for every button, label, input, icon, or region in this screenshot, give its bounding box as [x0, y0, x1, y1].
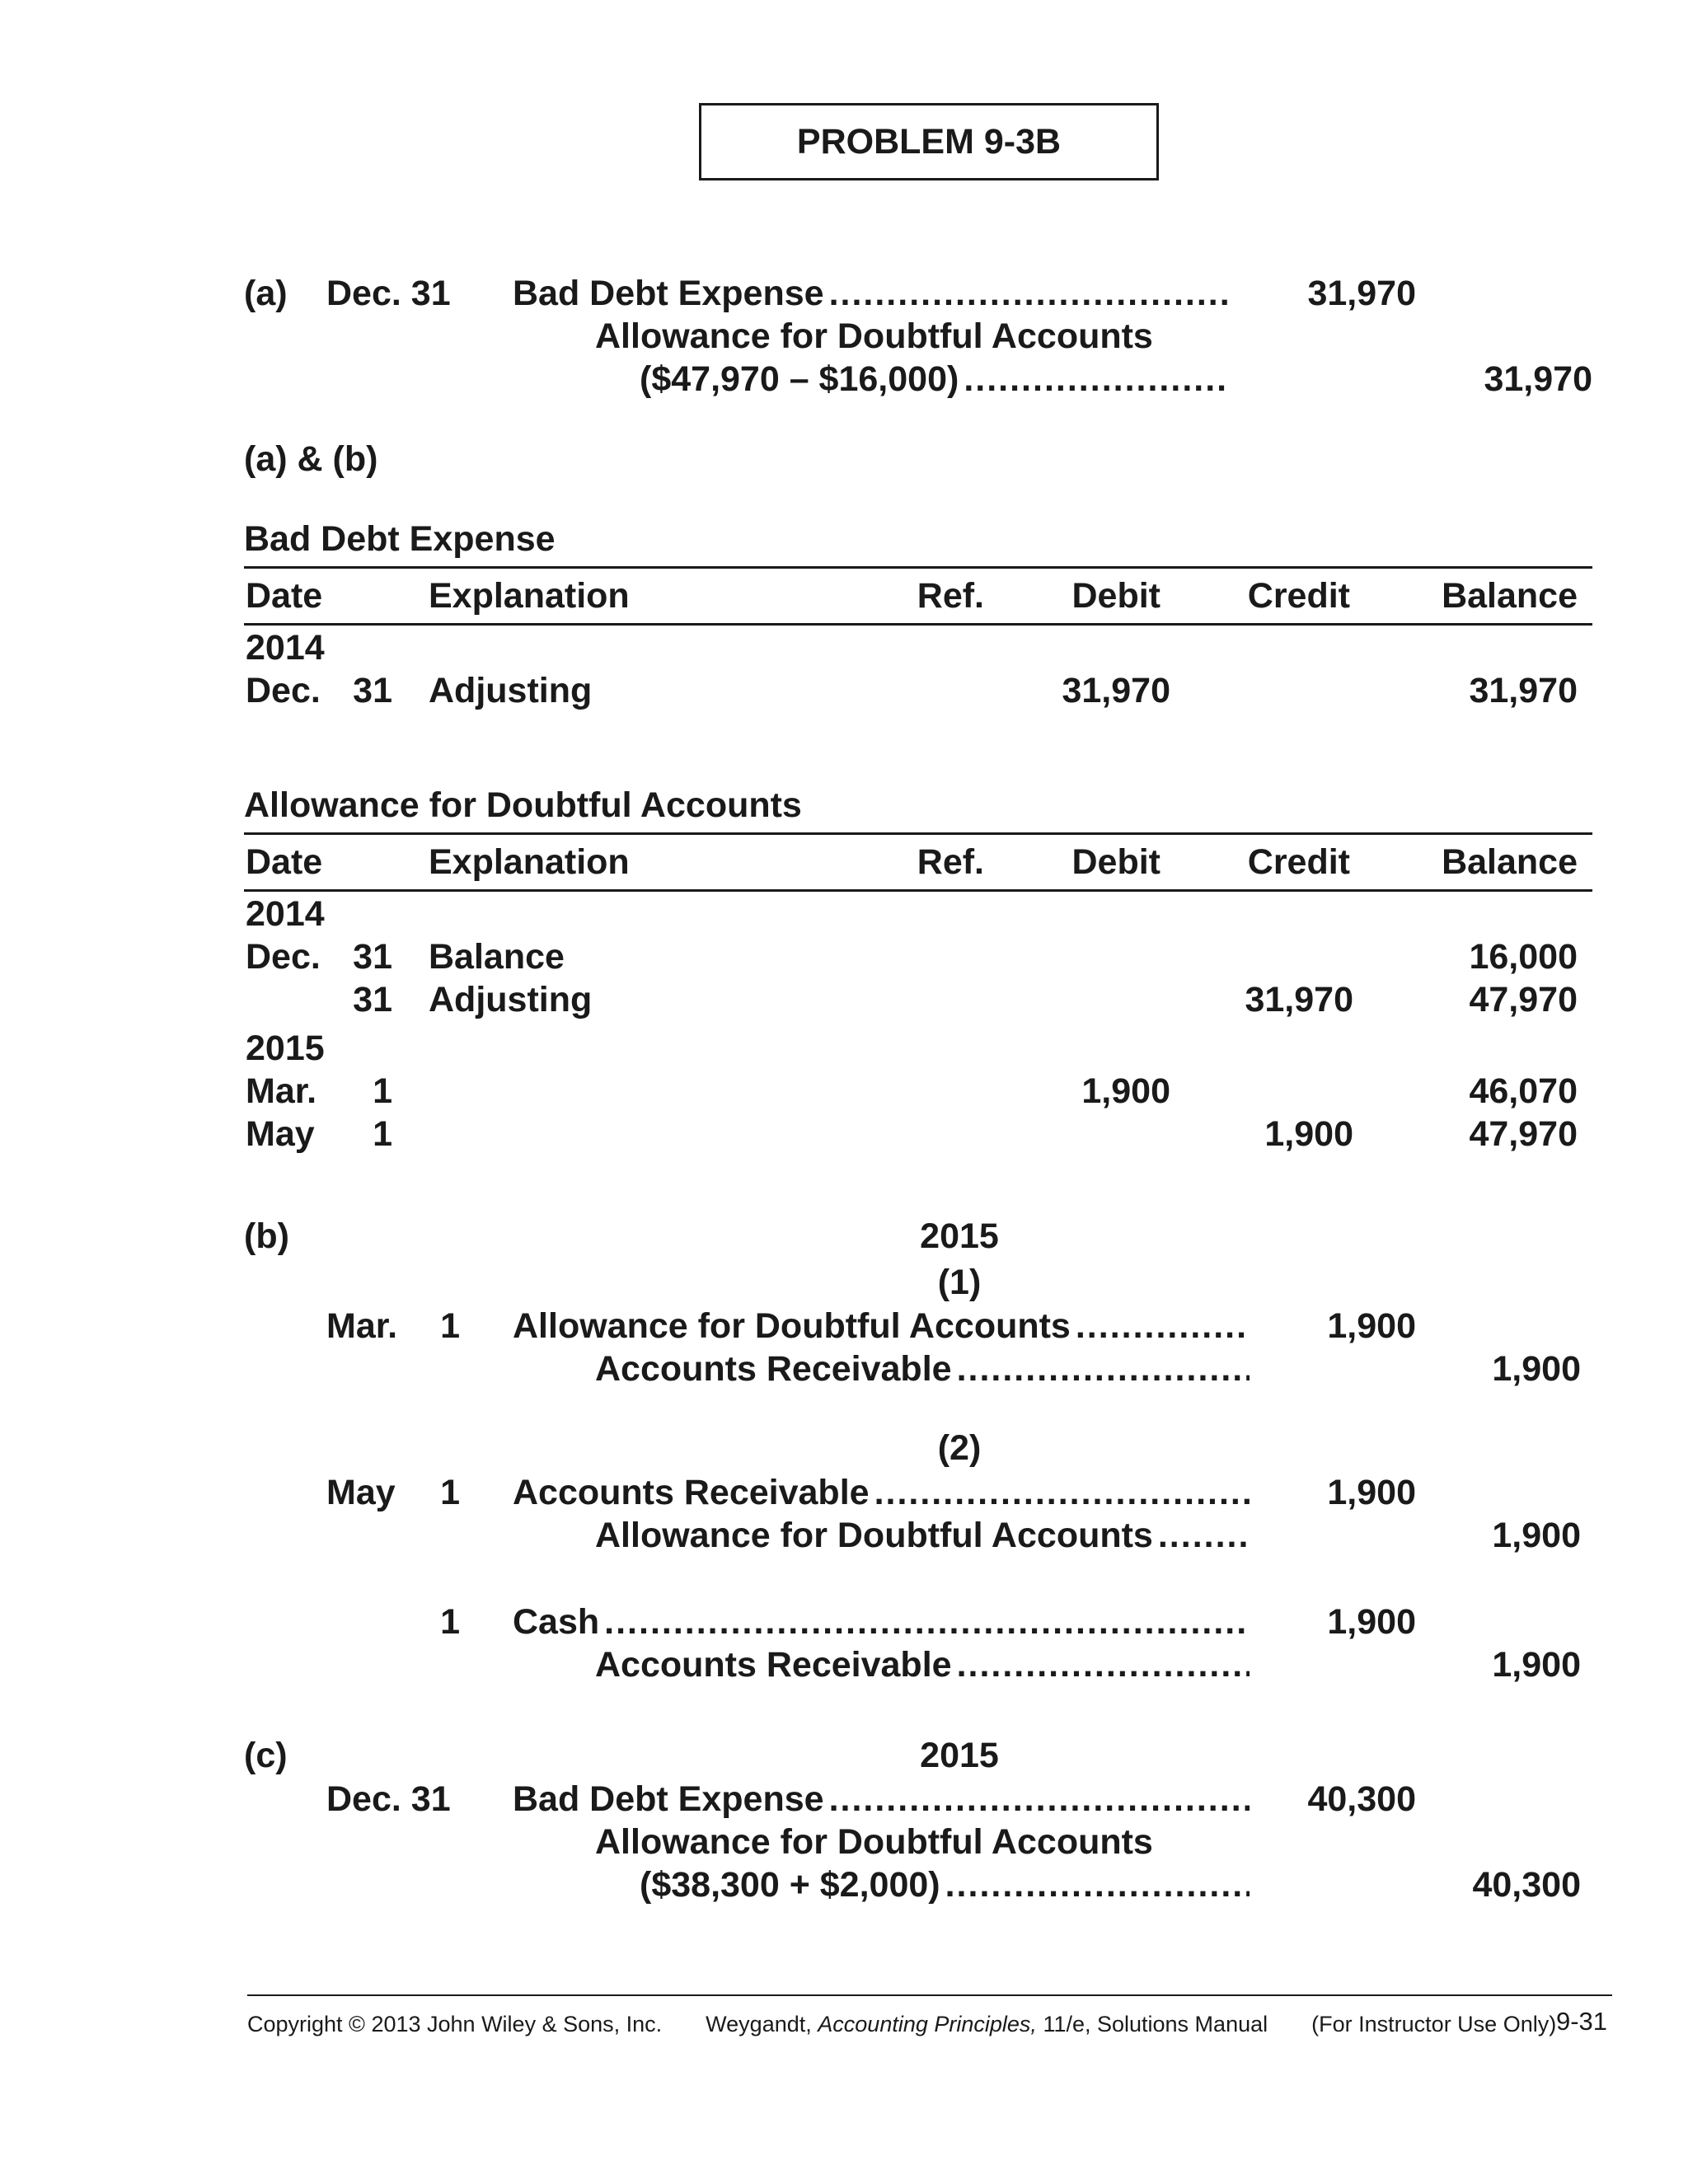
- day: 1: [373, 1071, 392, 1111]
- debit-amount: 1,900: [1327, 1473, 1416, 1512]
- credit-account: Accounts Receivable: [595, 1645, 952, 1685]
- credit-account-line: [595, 1347, 1250, 1390]
- credit-amount: 40,300: [1472, 1865, 1581, 1905]
- balance: 16,000: [1469, 937, 1578, 977]
- col-explanation: Explanation: [429, 842, 630, 882]
- edition: 11/e, Solutions Manual: [1043, 2012, 1268, 2036]
- debit-amount: 1,900: [1327, 1602, 1416, 1642]
- ledger-title: Allowance for Doubtful Accounts: [244, 785, 802, 825]
- col-ref: Ref.: [917, 842, 984, 882]
- debit-amount: 40,300: [1307, 1779, 1416, 1819]
- month: Dec.: [246, 671, 321, 710]
- debit-amount: 31,970: [1307, 274, 1416, 313]
- instructor-note: (For Instructor Use Only): [1311, 2012, 1557, 2036]
- month: Dec.: [246, 937, 321, 977]
- year: 2015: [920, 1216, 999, 1256]
- credit-account: Allowance for Doubtful Accounts: [595, 1516, 1153, 1555]
- day: 1: [440, 1473, 460, 1512]
- calculation: ($38,300 + $2,000): [640, 1865, 940, 1905]
- debit-account: Bad Debt Expense: [513, 1779, 824, 1819]
- explanation: Adjusting: [429, 671, 593, 710]
- part-label: (a): [244, 274, 288, 313]
- footer: [247, 2007, 1607, 2037]
- entry-date: Dec. 31: [326, 274, 451, 313]
- day: 31: [353, 671, 392, 710]
- ledger-title: Bad Debt Expense: [244, 519, 556, 559]
- day: 1: [440, 1306, 460, 1346]
- calc-line: [640, 358, 1230, 401]
- author: Weygandt,: [706, 2012, 812, 2036]
- debit-account-line: [513, 1471, 1250, 1514]
- col-date: Date: [246, 576, 323, 616]
- debit-account-line: [513, 1305, 1250, 1347]
- col-credit: Credit: [1247, 842, 1350, 882]
- credit-amount: 1,900: [1492, 1349, 1581, 1389]
- balance: 46,070: [1469, 1071, 1578, 1111]
- debit-account-line: [513, 272, 1230, 315]
- year: 2014: [246, 894, 325, 934]
- copyright: Copyright © 2013 John Wiley & Sons, Inc.: [247, 2012, 663, 2036]
- ledger-rule-header: [244, 623, 1592, 626]
- explanation: Adjusting: [429, 980, 593, 1019]
- debit: 31,970: [1062, 671, 1170, 710]
- part-label: (b): [244, 1216, 289, 1256]
- debit-account: Accounts Receivable: [513, 1473, 870, 1512]
- debit: 1,900: [1081, 1071, 1170, 1111]
- entry-date: Dec. 31: [326, 1779, 451, 1819]
- col-credit: Credit: [1247, 576, 1350, 616]
- year: 2014: [246, 628, 325, 668]
- debit-account: Bad Debt Expense: [513, 274, 824, 313]
- debit-account: Cash: [513, 1602, 600, 1642]
- year: 2015: [246, 1029, 325, 1068]
- section-label: (a) & (b): [244, 439, 378, 479]
- explanation: Balance: [429, 937, 565, 977]
- book-title: Accounting Principles,: [818, 2012, 1037, 2036]
- col-balance: Balance: [1442, 842, 1578, 882]
- ledger-rule-top: [244, 566, 1592, 569]
- col-debit: Debit: [1071, 842, 1160, 882]
- col-ref: Ref.: [917, 576, 984, 616]
- day: 1: [440, 1602, 460, 1642]
- credit-account: Accounts Receivable: [595, 1349, 952, 1389]
- credit: 31,970: [1245, 980, 1353, 1019]
- calc-line: [640, 1863, 1250, 1906]
- credit-amount: 31,970: [1484, 359, 1592, 399]
- credit: 1,900: [1264, 1114, 1353, 1154]
- ledger-rule-header: [244, 889, 1592, 892]
- col-debit: Debit: [1071, 576, 1160, 616]
- month: Mar.: [326, 1306, 398, 1346]
- credit-account: Allowance for Doubtful Accounts: [595, 316, 1153, 356]
- month: May: [326, 1473, 396, 1512]
- day: 1: [373, 1114, 392, 1154]
- month: May: [246, 1114, 315, 1154]
- calculation: ($47,970 – $16,000): [640, 359, 959, 399]
- day: 31: [353, 937, 392, 977]
- debit-account-line: [513, 1778, 1250, 1821]
- page-title: PROBLEM 9-3B: [699, 103, 1159, 180]
- page-number: 9-31: [1555, 2007, 1607, 2036]
- balance: 47,970: [1469, 1114, 1578, 1154]
- col-explanation: Explanation: [429, 576, 630, 616]
- col-date: Date: [246, 842, 323, 882]
- day: 31: [353, 980, 392, 1019]
- ledger-rule-top: [244, 832, 1592, 835]
- debit-amount: 1,900: [1327, 1306, 1416, 1346]
- col-balance: Balance: [1442, 576, 1578, 616]
- month: Mar.: [246, 1071, 317, 1111]
- balance: 31,970: [1469, 671, 1578, 710]
- year: 2015: [920, 1736, 999, 1775]
- credit-amount: 1,900: [1492, 1645, 1581, 1685]
- footer-rule: [247, 1994, 1612, 1996]
- entry-number: (1): [937, 1263, 982, 1302]
- entry-number: (2): [937, 1428, 982, 1468]
- part-label: (c): [244, 1736, 288, 1775]
- debit-account-line: [513, 1601, 1250, 1643]
- credit-account-line: [595, 1643, 1250, 1686]
- credit-account-line: [595, 1514, 1250, 1557]
- credit-amount: 1,900: [1492, 1516, 1581, 1555]
- debit-account: Allowance for Doubtful Accounts: [513, 1306, 1071, 1346]
- credit-account: Allowance for Doubtful Accounts: [595, 1822, 1153, 1862]
- balance: 47,970: [1469, 980, 1578, 1019]
